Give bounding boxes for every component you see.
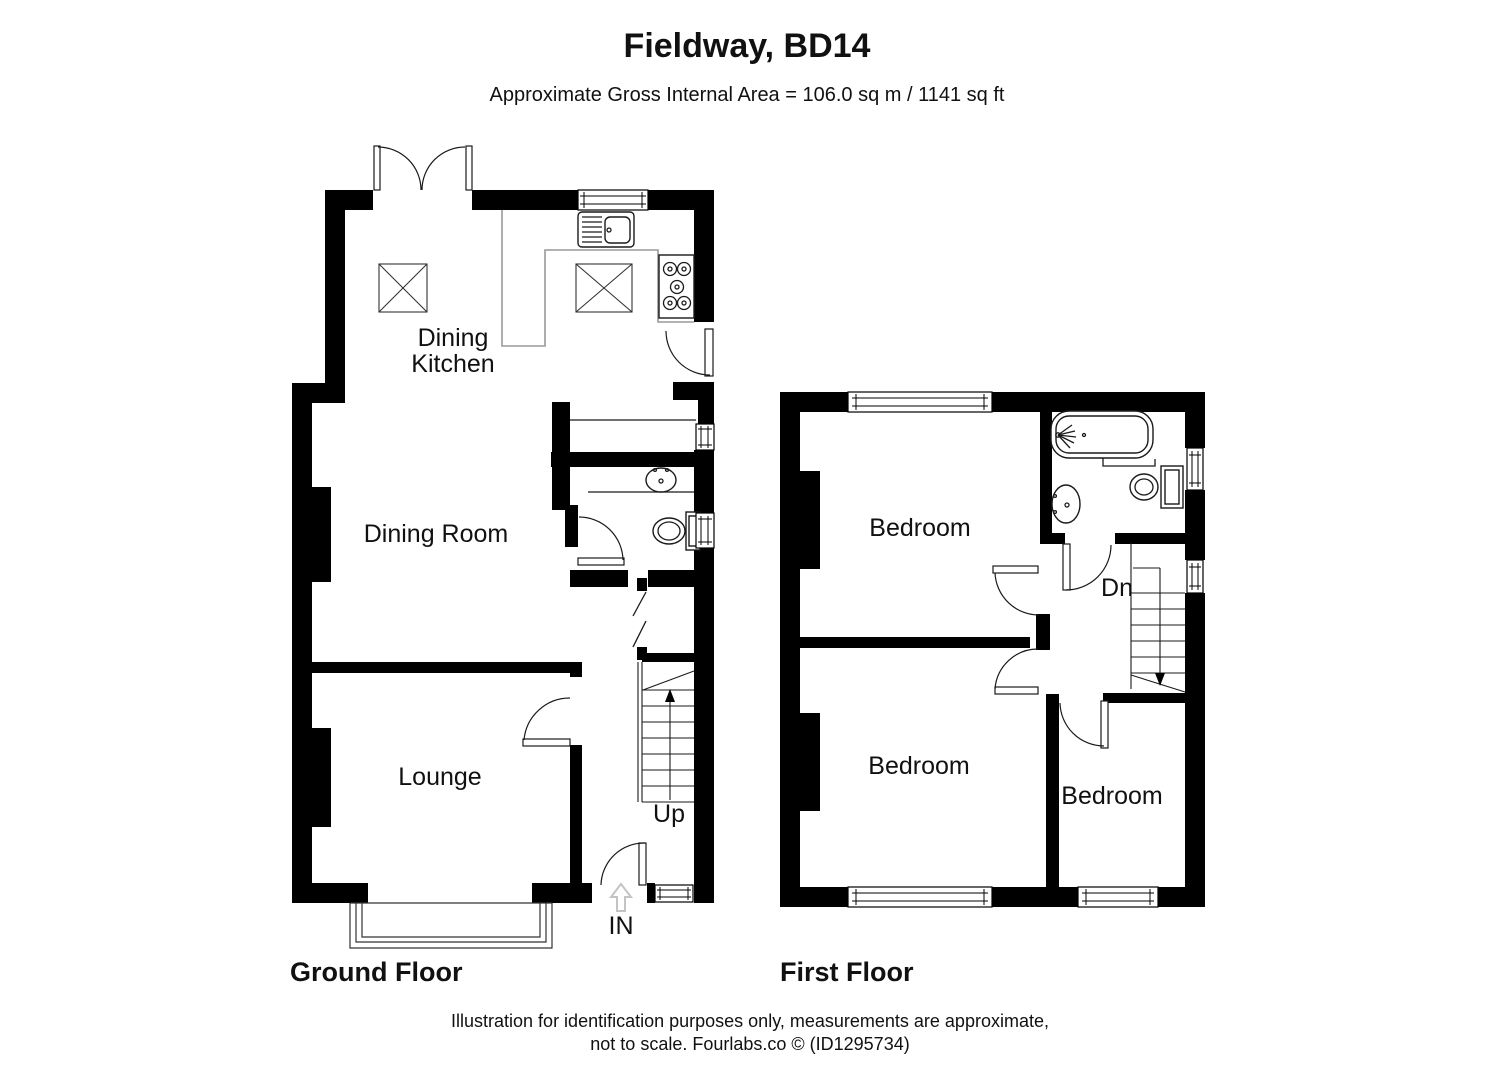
lounge-door-icon (523, 698, 570, 746)
kitchen-sink-icon (578, 212, 634, 247)
bedroom-door-icon (1060, 701, 1108, 748)
page-subtitle: Approximate Gross Internal Area = 106.0 sq m / 1141 sq ft (489, 84, 1005, 106)
kitchen-unit-icon (576, 264, 632, 312)
first-floor-title: First Floor (780, 957, 914, 987)
room-label-dining-kitchen: Dining (417, 324, 489, 352)
room-label-lounge: Lounge (398, 763, 482, 791)
french-doors-icon (374, 146, 472, 190)
bedroom-door-icon (995, 649, 1038, 694)
archway-jamb-marks (633, 592, 646, 647)
ground-floor-title: Ground Floor (290, 957, 463, 987)
entrance-label: IN (608, 912, 634, 940)
window-icon (848, 392, 992, 412)
room-label-bedroom: Bedroom (1061, 782, 1163, 810)
disclaimer-line1: Illustration for identification purposes only, measurements are approximate, (451, 1011, 1049, 1031)
ground-floor-plan (290, 146, 714, 987)
bathtub-icon (1051, 411, 1155, 466)
disclaimer-line2: not to scale. Fourlabs.co © (ID1295734) (590, 1034, 910, 1054)
kitchen-unit-icon (379, 264, 427, 312)
first-floor-plan (780, 392, 1205, 987)
window-icon (578, 190, 648, 210)
room-label-bedroom: Bedroom (869, 514, 971, 542)
staircase-down (1131, 543, 1185, 692)
window-icon (1187, 448, 1203, 490)
stairs-down-label: Dn (1101, 574, 1133, 602)
back-door-icon (666, 329, 713, 376)
first-floor-walls (780, 392, 1205, 907)
window-icon (655, 885, 693, 902)
front-door-icon (601, 843, 646, 885)
bedroom-door-icon (993, 566, 1039, 615)
stairs-down-arrow-icon (1155, 568, 1165, 686)
window-icon (1078, 887, 1158, 907)
window-icon (696, 424, 714, 450)
wc-toilet-icon (653, 512, 700, 550)
staircase-up (638, 662, 694, 802)
room-label-bedroom: Bedroom (868, 752, 970, 780)
room-label-dining-room: Dining Room (363, 520, 509, 548)
page-title: Fieldway, BD14 (623, 27, 871, 65)
room-label-dining-kitchen: Kitchen (411, 350, 495, 378)
entrance-arrow-icon (611, 884, 631, 911)
bathroom-basin-icon (1052, 485, 1080, 523)
stairs-up-label: Up (653, 800, 685, 828)
window-icon (1187, 560, 1203, 593)
bathroom-toilet-icon (1130, 466, 1183, 508)
hob-icon (659, 255, 694, 318)
bay-window-icon (350, 903, 552, 948)
window-icon (696, 513, 714, 548)
wc-basin-icon (646, 468, 676, 492)
window-icon (848, 887, 992, 907)
wc-door-icon (578, 517, 624, 565)
